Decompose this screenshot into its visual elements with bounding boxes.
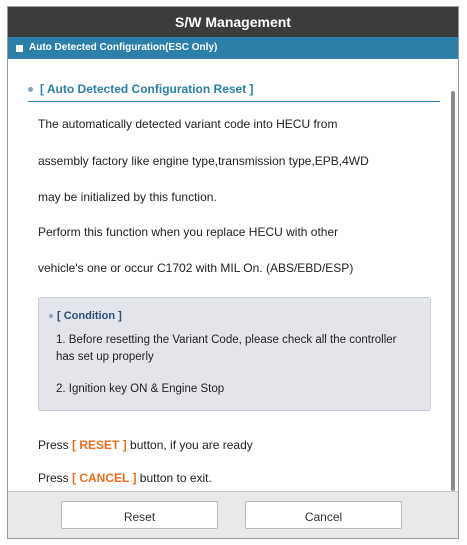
vertical-scrollbar[interactable] xyxy=(451,91,455,491)
sw-management-dialog xyxy=(7,6,459,539)
cancel-instruction xyxy=(38,471,212,485)
reset-instruction-prefix: Press xyxy=(38,438,73,452)
bullet-dot-icon xyxy=(28,87,33,92)
reset-instruction-suffix: button, if you are ready xyxy=(126,438,253,452)
condition-title-text: [ Condition ] xyxy=(57,310,122,322)
description-line: The automatically detected variant code into HECU from xyxy=(38,117,338,131)
content-heading xyxy=(28,77,440,102)
condition-item: 2. Ignition key ON & Engine Stop xyxy=(56,383,225,395)
description-line: Perform this function when you replace HECU with other xyxy=(38,225,339,239)
description-line: vehicle's one or occur C1702 with MIL On. (ABS/EBD/ESP) xyxy=(38,261,354,275)
reset-keyword: [ RESET ] xyxy=(72,438,127,452)
description-line: may be initialized by this function. xyxy=(38,190,217,204)
section-label: Auto Detected Configuration(ESC Only) xyxy=(29,42,218,53)
condition-title xyxy=(49,310,122,322)
bullet-dot-icon xyxy=(49,314,53,318)
cancel-instruction-suffix: button to exit. xyxy=(136,471,212,485)
square-bullet-icon xyxy=(16,45,23,52)
section-header xyxy=(8,37,458,59)
heading-text: [ Auto Detected Configuration Reset ] xyxy=(40,82,254,96)
content-area xyxy=(8,65,458,492)
condition-item: 1. Before resetting the Variant Code, please check all the controller has set up properly xyxy=(56,334,397,363)
cancel-button[interactable]: Cancel xyxy=(245,501,402,529)
description-line: assembly factory like engine type,transmission type,EPB,4WD xyxy=(38,154,369,168)
dialog-title: S/W Management xyxy=(8,7,458,37)
cancel-instruction-prefix: Press xyxy=(38,471,73,485)
reset-button[interactable]: Reset xyxy=(61,501,218,529)
cancel-keyword: [ CANCEL ] xyxy=(72,471,137,485)
reset-instruction xyxy=(38,438,253,452)
dialog-footer xyxy=(8,491,458,538)
condition-box xyxy=(38,297,431,411)
